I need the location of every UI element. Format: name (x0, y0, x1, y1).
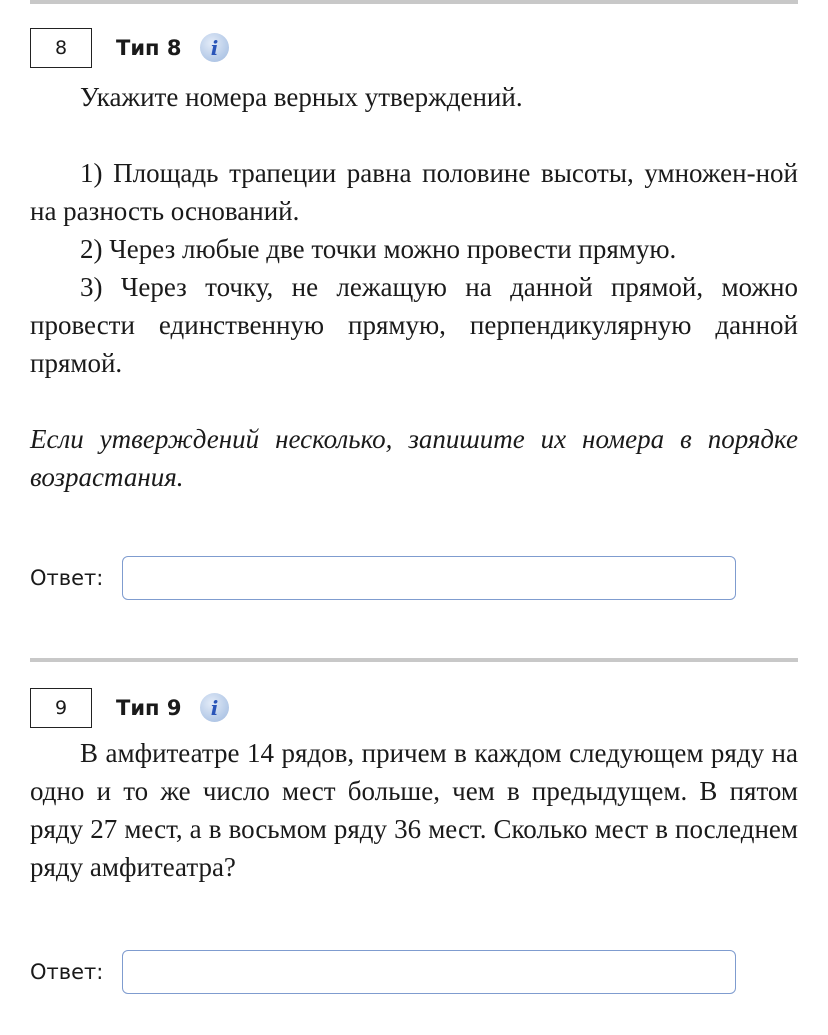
task-problem: В амфитеатре 14 рядов, причем в каждом следующем ряду на одно и то же число мест больше, чем в предыдущем. В пятом ряду 27 мест, а в восьмом ряду 36 мест. Сколько мест в последнем ряду амфитеатра? (30, 738, 798, 882)
statement-2: 2) Через любые две точки можно провести прямую. (80, 234, 677, 264)
task-number: 8 (30, 28, 92, 68)
info-icon[interactable]: i (200, 693, 229, 722)
answer-instruction: Если утверждений несколько, запишите их номера в порядке возрастания. (30, 424, 798, 492)
statement-3: 3) Через точку, не лежащую на данной прямой, можно провести единственную прямую, перпендикулярную данной прямой. (30, 272, 798, 378)
answer-input[interactable] (122, 950, 736, 994)
statement-1: 1) Площадь трапеции равна половине высоты, умножен-ной на разность оснований. (30, 158, 798, 226)
task-9-answer-row (30, 950, 798, 994)
task-8-header (30, 28, 798, 72)
answer-input[interactable] (122, 556, 736, 600)
task-type-label: Тип 8 (116, 36, 182, 60)
task-prompt: Укажите номера верных утверждений. (80, 82, 523, 112)
task-9-header (30, 688, 798, 732)
task-number: 9 (30, 688, 92, 728)
task-9 (30, 688, 798, 886)
info-icon[interactable]: i (200, 33, 229, 62)
answer-label: Ответ: (30, 566, 104, 590)
top-divider (30, 0, 798, 4)
task-type-label: Тип 9 (116, 696, 182, 720)
task-divider (30, 658, 798, 662)
task-8 (30, 28, 798, 496)
answer-label: Ответ: (30, 960, 104, 984)
task-8-answer-row (30, 556, 798, 600)
